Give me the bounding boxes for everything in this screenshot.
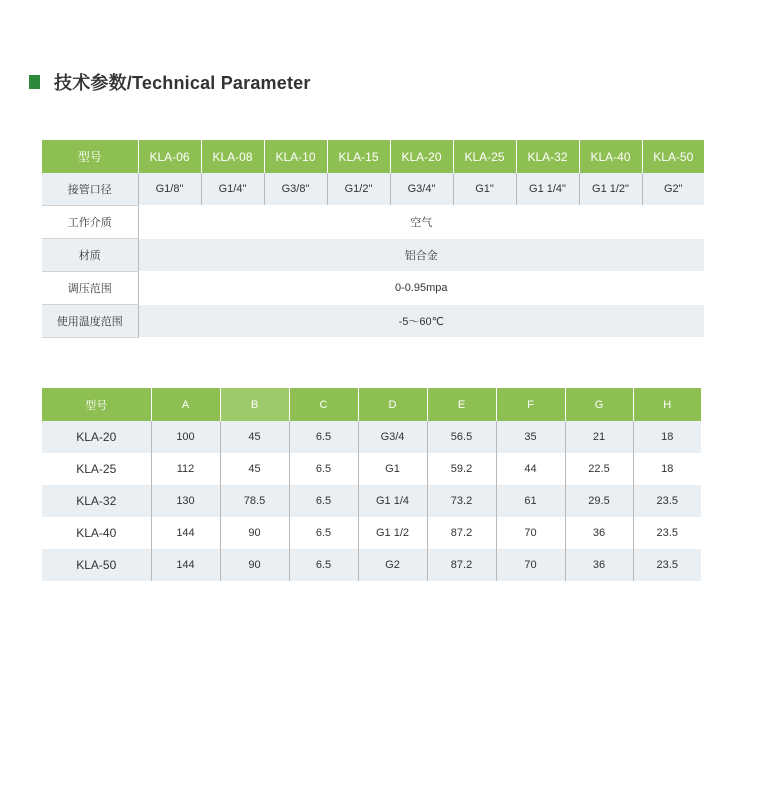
- spec-model-cell: KLA-10: [264, 140, 327, 173]
- spec-pressure-row: [42, 272, 704, 305]
- dimension-cell: G2: [358, 549, 427, 581]
- dimension-cell: G1: [358, 453, 427, 485]
- dimension-cell: 6.5: [289, 421, 358, 453]
- spec-row-label: 材质: [42, 239, 138, 272]
- dimension-model-cell: KLA-20: [42, 421, 151, 453]
- spec-model-cell: KLA-40: [579, 140, 642, 173]
- dimension-cell: 23.5: [633, 517, 701, 549]
- spec-row-value: -5～60℃: [138, 305, 704, 338]
- dimension-cell: G3/4: [358, 421, 427, 453]
- dimension-cell: 130: [151, 485, 220, 517]
- spec-model-cell: KLA-08: [201, 140, 264, 173]
- dimension-header-cell: 型号: [42, 388, 151, 421]
- dimension-cell: 56.5: [427, 421, 496, 453]
- spec-model-cell: KLA-15: [327, 140, 390, 173]
- dimension-header-cell: F: [496, 388, 565, 421]
- dimension-cell: 144: [151, 549, 220, 581]
- spec-port-cell: G2": [642, 173, 704, 206]
- dimension-model-cell: KLA-25: [42, 453, 151, 485]
- dimension-model-cell: KLA-50: [42, 549, 151, 581]
- dimension-cell: 73.2: [427, 485, 496, 517]
- spec-row-label: 接管口径: [42, 173, 138, 206]
- dimension-cell: 87.2: [427, 517, 496, 549]
- dimension-header-row: [42, 388, 701, 421]
- dimension-cell: 90: [220, 517, 289, 549]
- spec-port-cell: G1": [453, 173, 516, 206]
- spec-port-row: [42, 173, 704, 206]
- table-row: [42, 453, 701, 485]
- dimension-cell: 36: [565, 549, 633, 581]
- spec-model-cell: KLA-20: [390, 140, 453, 173]
- spec-row-label: 调压范围: [42, 272, 138, 305]
- dimension-header-cell: B: [220, 388, 289, 421]
- spec-port-cell: G1 1/2": [579, 173, 642, 206]
- dimension-cell: 6.5: [289, 485, 358, 517]
- table-row: [42, 421, 701, 453]
- dimension-cell: 59.2: [427, 453, 496, 485]
- spec-port-cell: G3/4": [390, 173, 453, 206]
- spec-port-cell: G1/4": [201, 173, 264, 206]
- dimension-cell: 6.5: [289, 453, 358, 485]
- dimension-model-cell: KLA-32: [42, 485, 151, 517]
- dimension-cell: 6.5: [289, 517, 358, 549]
- spec-row-label: 使用温度范围: [42, 305, 138, 338]
- spec-model-cell: KLA-25: [453, 140, 516, 173]
- spec-material-row: [42, 239, 704, 272]
- section-title: 技术参数/Technical Parameter: [54, 73, 311, 93]
- table-row: [42, 517, 701, 549]
- dimension-cell: G1 1/2: [358, 517, 427, 549]
- spec-temperature-row: [42, 305, 704, 338]
- dimension-cell: 23.5: [633, 485, 701, 517]
- dimension-header-cell: G: [565, 388, 633, 421]
- dimension-cell: 61: [496, 485, 565, 517]
- dimension-cell: 70: [496, 517, 565, 549]
- dimension-model-cell: KLA-40: [42, 517, 151, 549]
- dimension-cell: 29.5: [565, 485, 633, 517]
- dimension-cell: 112: [151, 453, 220, 485]
- dimension-cell: 18: [633, 453, 701, 485]
- dimension-table: [42, 388, 701, 581]
- dimension-cell: 23.5: [633, 549, 701, 581]
- dimension-cell: 35: [496, 421, 565, 453]
- dimension-cell: 22.5: [565, 453, 633, 485]
- dimension-header-cell: C: [289, 388, 358, 421]
- dimension-header-cell: H: [633, 388, 701, 421]
- spec-row-value: 0-0.95mpa: [138, 272, 704, 305]
- spec-table: [42, 140, 704, 338]
- spec-row-value: 铝合金: [138, 239, 704, 272]
- spec-model-cell: KLA-50: [642, 140, 704, 173]
- spec-model-cell: KLA-32: [516, 140, 579, 173]
- heading-marker-icon: [29, 75, 40, 89]
- dimension-header-cell: A: [151, 388, 220, 421]
- spec-port-cell: G3/8": [264, 173, 327, 206]
- spec-model-cell: KLA-06: [138, 140, 201, 173]
- table-row: [42, 549, 701, 581]
- section-heading: [29, 70, 311, 94]
- dimension-cell: 87.2: [427, 549, 496, 581]
- spec-port-cell: G1/8": [138, 173, 201, 206]
- dimension-cell: 18: [633, 421, 701, 453]
- dimension-cell: 144: [151, 517, 220, 549]
- dimension-cell: 6.5: [289, 549, 358, 581]
- spec-row-value: 空气: [138, 206, 704, 239]
- spec-header-label: 型号: [42, 140, 138, 173]
- dimension-cell: 21: [565, 421, 633, 453]
- spec-header-row: [42, 140, 704, 173]
- dimension-cell: G1 1/4: [358, 485, 427, 517]
- dimension-cell: 45: [220, 421, 289, 453]
- table-row: [42, 485, 701, 517]
- dimension-cell: 78.5: [220, 485, 289, 517]
- dimension-header-cell: E: [427, 388, 496, 421]
- spec-port-cell: G1 1/4": [516, 173, 579, 206]
- dimension-cell: 45: [220, 453, 289, 485]
- dimension-header-cell: D: [358, 388, 427, 421]
- spec-medium-row: [42, 206, 704, 239]
- dimension-cell: 90: [220, 549, 289, 581]
- dimension-cell: 70: [496, 549, 565, 581]
- spec-port-cell: G1/2": [327, 173, 390, 206]
- dimension-cell: 100: [151, 421, 220, 453]
- spec-row-label: 工作介质: [42, 206, 138, 239]
- dimension-cell: 44: [496, 453, 565, 485]
- dimension-cell: 36: [565, 517, 633, 549]
